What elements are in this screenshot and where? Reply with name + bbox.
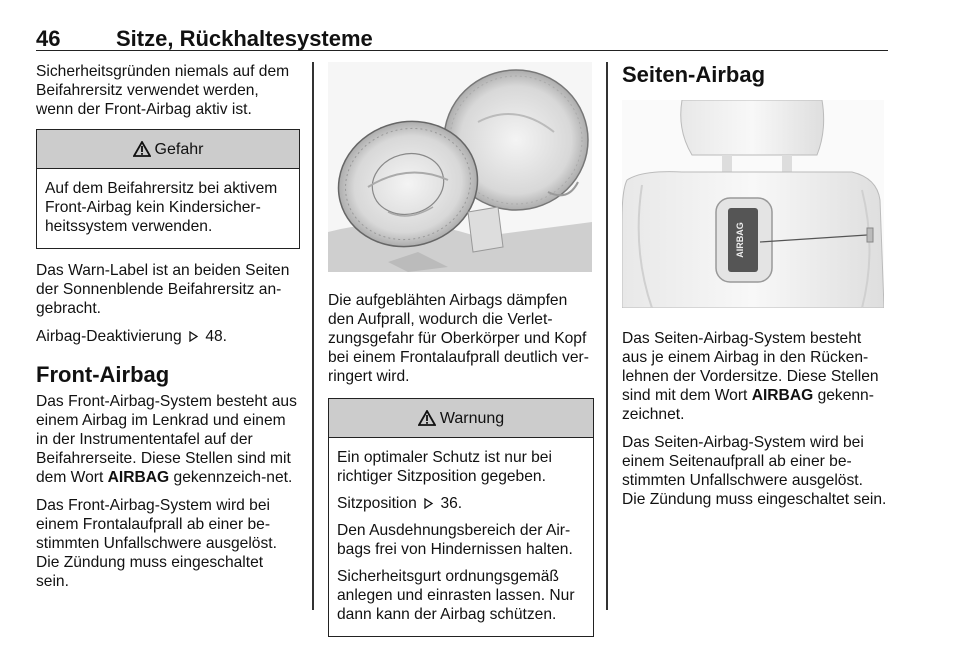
front-airbag-paragraph-2: Das Front-Airbag-System wird bei einem Frontalaufprall ab einer be-stimmten Unfallschwere ausgelöst. Die Zündung muss eingeschaltet sein. (36, 497, 277, 590)
deactivation-page-link[interactable]: 48. (205, 328, 227, 345)
column-2 (328, 62, 594, 649)
section-title-side-airbag: Seiten-Airbag (622, 62, 766, 87)
inflated-airbags-illustration (328, 62, 592, 272)
page-number: 46 (36, 26, 61, 51)
warning-text-4: Sicherheitsgurt ordnungsgemäß anlegen und einrasten lassen. Nur dann kann der Airbag schützen. (337, 568, 575, 623)
danger-text: Auf dem Beifahrersitz bei aktivem Front-Airbag kein Kindersicher-heitssystem verwenden. (45, 180, 278, 235)
column-1 (36, 62, 300, 600)
front-airbag-paragraph-1: Das Front-Airbag-System besteht aus einem Airbag im Lenkrad und einem in der Instrumententafel auf der Beifahrerseite. Diese Stellen sind mit dem Wort AIRBAG gekennzeich-net. (36, 393, 297, 486)
warning-text-2: Sitzposition 36. (337, 495, 463, 512)
deactivation-ref: Airbag-Deaktivierung 48. (36, 328, 227, 345)
warning-title: Warnung (439, 409, 505, 427)
warning-box (328, 398, 594, 637)
illustration-caption: Die aufgeblähten Airbags dämpfen den Aufprall, wodurch die Verlet-zungsgefahr für Oberkörper und Kopf bei einem Frontalaufprall deutlich ver-ringert wird. (328, 292, 589, 385)
warning-box-header (329, 399, 593, 438)
section-title-front-airbag: Front-Airbag (36, 362, 170, 387)
side-airbag-paragraph-2: Das Seiten-Airbag-System wird bei einem Seitenaufprall ab einer be-stimmten Unfallschwere ausgelöst. Die Zündung muss eingeschaltet sein. (622, 434, 887, 508)
warning-text-1: Ein optimaler Schutz ist nur bei richtiger Sitzposition gegeben. (337, 449, 552, 485)
warning-triangle-icon (418, 410, 436, 426)
column-divider (606, 62, 608, 610)
column-3 (622, 62, 888, 518)
danger-box-header (37, 130, 299, 169)
page-reference-arrow-icon (188, 331, 199, 342)
column-divider (312, 62, 314, 610)
side-airbag-paragraph-1: Das Seiten-Airbag-System besteht aus je einem Airbag in den Rücken-lehnen der Vordersitze. Diese Stellen sind mit dem Wort AIRBAG gekenn-zeichnet. (622, 330, 879, 423)
page-header (36, 14, 888, 51)
seat-airbag-label-text: AIRBAG (735, 222, 745, 258)
danger-box (36, 129, 300, 249)
label-paragraph: Das Warn-Label ist an beiden Seiten der Sonnenblende Beifahrersitz an-gebracht. (36, 262, 290, 317)
running-title: Sitze, Rückhaltesysteme (116, 26, 373, 51)
seat-airbag-label-illustration (622, 100, 884, 308)
intro-paragraph: Sicherheitsgründen niemals auf dem Beifahrersitz verwendet werden, wenn der Front-Airbag aktiv ist. (36, 63, 290, 118)
warning-triangle-icon (133, 141, 151, 157)
danger-title: Gefahr (154, 140, 204, 158)
seat-position-page-link[interactable]: 36. (440, 495, 463, 512)
warning-text-3: Den Ausdehnungsbereich der Air-bags frei von Hindernissen halten. (337, 522, 573, 558)
page-reference-arrow-icon (423, 498, 434, 509)
